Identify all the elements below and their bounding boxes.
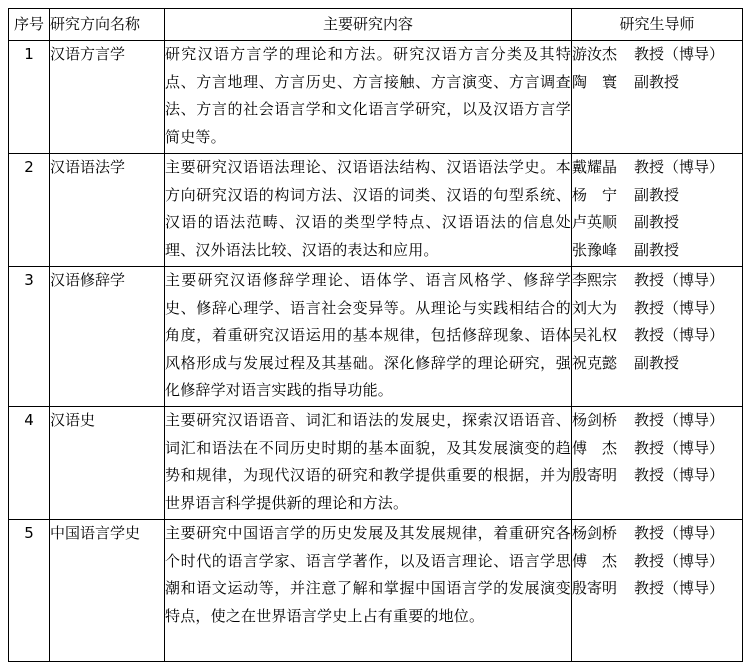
table-row <box>9 154 743 267</box>
advisor <box>572 435 742 463</box>
advisor-title: 教授（博导） <box>634 524 725 542</box>
table-row <box>9 520 743 662</box>
advisor <box>572 237 742 265</box>
advisor-title: 教授（博导） <box>634 271 725 289</box>
advisor-title: 教授（博导） <box>634 45 725 63</box>
table-row <box>9 41 743 154</box>
table-row <box>9 267 743 407</box>
advisor-name: 陶 寰 <box>572 72 618 91</box>
advisor-title: 教授（博导） <box>634 466 725 484</box>
advisor <box>572 520 742 548</box>
advisor <box>572 295 742 323</box>
row-content-text: 主要研究中国语言学的历史发展及其发展规律，着重研究各个时代的语言学家、语言学著作，以及语言理论、语言学思潮和语文运动等，并注意了解和掌握中国语言学的发展演变特点，使之在世界语言学史上占有重要的地位。 <box>165 524 571 625</box>
advisor-name: 刘大为 <box>572 298 618 317</box>
advisor <box>572 182 742 210</box>
row-content <box>165 267 572 407</box>
advisor-name: 殷寄明 <box>572 579 618 597</box>
header-content: 主要研究内容 <box>165 9 572 41</box>
row-direction-name: 中国语言学史 <box>50 520 165 662</box>
advisor-name: 杨剑桥 <box>572 524 618 542</box>
advisor-title: 副教授 <box>634 185 680 204</box>
row-seq: 1 <box>9 41 50 154</box>
row-content-text: 研究汉语方言学的理论和方法。研究汉语方言分类及其特点、方言地理、方言历史、方言接触、方言演变、方言调查法、方言的社会语言学和文化语言学研究，以及汉语方言学简史等。 <box>165 45 571 146</box>
advisor-name: 李熙宗 <box>572 271 618 289</box>
advisor-title: 教授（博导） <box>634 551 725 570</box>
advisor-name: 傅 杰 <box>572 551 618 570</box>
advisor-title: 副教授 <box>634 72 680 91</box>
advisor-name: 游汝杰 <box>572 45 618 63</box>
advisor-title: 教授（博导） <box>634 298 725 317</box>
row-seq: 3 <box>9 267 50 407</box>
advisor <box>572 41 742 69</box>
row-seq: 5 <box>9 520 50 662</box>
advisor <box>572 322 742 350</box>
row-seq: 4 <box>9 407 50 520</box>
advisor <box>572 548 742 576</box>
row-direction-name: 汉语史 <box>50 407 165 520</box>
research-directions-table <box>8 8 743 662</box>
advisor <box>572 575 742 603</box>
row-advisors <box>572 154 743 267</box>
row-advisors <box>572 267 743 407</box>
advisor-title: 副教授 <box>634 240 680 259</box>
advisor-name: 吴礼权 <box>572 326 618 344</box>
advisor-title: 副教授 <box>634 213 680 231</box>
advisor-title: 教授（博导） <box>634 579 725 597</box>
table-header-row <box>9 9 743 41</box>
row-advisors <box>572 407 743 520</box>
row-advisors <box>572 41 743 154</box>
advisor-title: 教授（博导） <box>634 326 725 344</box>
advisor <box>572 154 742 182</box>
advisor-name: 张豫峰 <box>572 240 618 259</box>
row-content-text: 主要研究汉语语音、词汇和语法的发展史，探索汉语语音、词汇和语法在不同历史时期的基本面貌，及其发展演变的趋势和规律，为现代汉语的研究和教学提供重要的根据，并为世界语言科学提供新的理论和方法。 <box>165 411 571 512</box>
advisor-name: 殷寄明 <box>572 466 618 484</box>
row-content <box>165 407 572 520</box>
advisor-title: 教授（博导） <box>634 411 725 429</box>
advisor-title: 教授（博导） <box>634 438 725 457</box>
header-seq: 序号 <box>9 9 50 41</box>
advisor-name: 傅 杰 <box>572 438 618 457</box>
advisor <box>572 407 742 435</box>
advisor-name: 戴耀晶 <box>572 158 618 176</box>
advisor-title: 教授（博导） <box>634 158 725 176</box>
row-seq: 2 <box>9 154 50 267</box>
advisor-name: 杨剑桥 <box>572 411 618 429</box>
row-content <box>165 520 572 662</box>
row-direction-name: 汉语修辞学 <box>50 267 165 407</box>
advisor <box>572 350 742 378</box>
row-content <box>165 41 572 154</box>
advisor <box>572 267 742 295</box>
row-content-text: 主要研究汉语修辞学理论、语体学、语言风格学、修辞学史、修辞心理学、语言社会变异等。从理论与实践相结合的角度，着重研究汉语运用的基本规律，包括修辞现象、语体风格形成与发展过程及其基础。深化修辞学的理论研究，强化修辞学对语言实践的指导功能。 <box>165 271 571 399</box>
header-advisors: 研究生导师 <box>572 9 743 41</box>
advisor <box>572 462 742 490</box>
advisor-name: 杨 宁 <box>572 185 618 204</box>
row-advisors <box>572 520 743 662</box>
advisor-name: 卢英顺 <box>572 213 618 231</box>
advisor-title: 副教授 <box>634 353 680 372</box>
row-content <box>165 154 572 267</box>
header-name: 研究方向名称 <box>50 9 165 41</box>
advisor-name: 祝克懿 <box>572 353 618 372</box>
row-direction-name: 汉语语法学 <box>50 154 165 267</box>
advisor <box>572 69 742 97</box>
row-content-text: 主要研究汉语语法理论、汉语语法结构、汉语语法学史。本方向研究汉语的构词方法、汉语的词类、汉语的句型系统、汉语的语法范畴、汉语的类型学特点、汉语语法的信息处理、汉外语法比较、汉语的表达和应用。 <box>165 158 571 259</box>
advisor <box>572 209 742 237</box>
table-row <box>9 407 743 520</box>
row-direction-name: 汉语方言学 <box>50 41 165 154</box>
